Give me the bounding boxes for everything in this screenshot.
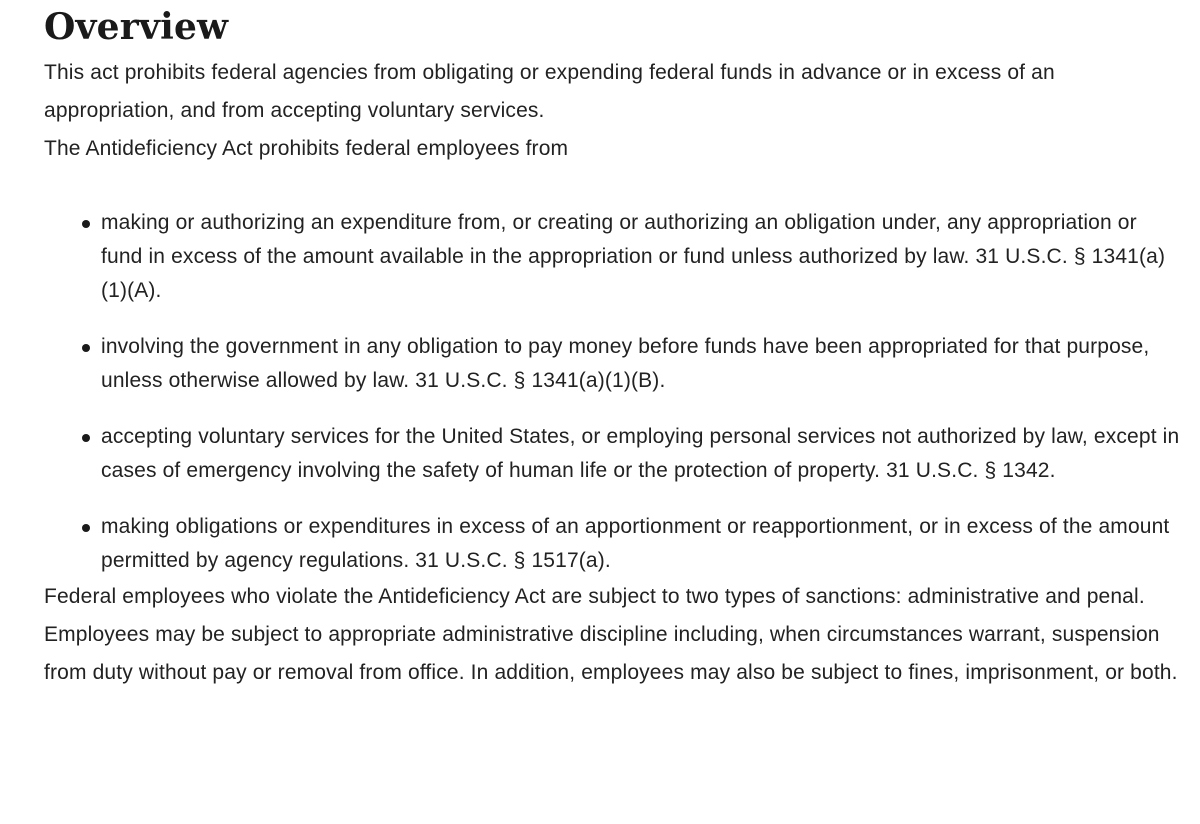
- bullet-icon: [82, 344, 90, 352]
- list-item: [44, 510, 1184, 578]
- list-item-text: accepting voluntary services for the United States, or employing personal services not authorized by law, except in cases of emergency involving the safety of human life or the protection of property. 31 U.S.C. § 1342.: [101, 425, 1180, 482]
- list-item: [44, 206, 1184, 308]
- bullet-icon: [82, 220, 90, 228]
- list-item-text: making obligations or expenditures in excess of an apportionment or reapportionment, or in excess of the amount permitted by agency regulations. 31 U.S.C. § 1517(a).: [101, 515, 1170, 572]
- list-item: [44, 420, 1184, 488]
- closing-paragraph: Federal employees who violate the Antideficiency Act are subject to two types of sanctions: administrative and penal. Employees may be subject to appropriate administrative discipline including, when circumstances warrant, suspension from duty without pay or removal from office. In addition, employees may also be subject to fines, imprisonment, or both.: [44, 585, 1178, 684]
- bullet-icon: [82, 434, 90, 442]
- article-content: [44, 0, 1184, 692]
- intro-paragraph: This act prohibits federal agencies from obligating or expending federal funds in advance or in excess of an appropriation, and from accepting voluntary services.: [44, 61, 1055, 122]
- page-title: Overview: [44, 6, 229, 48]
- list-item-text: involving the government in any obligation to pay money before funds have been appropriated for that purpose, unless otherwise allowed by law. 31 U.S.C. § 1341(a)(1)(B).: [101, 335, 1150, 392]
- lead-paragraph: The Antideficiency Act prohibits federal employees from: [44, 137, 569, 160]
- list-item: [44, 330, 1184, 398]
- bullet-icon: [82, 524, 90, 532]
- prohibitions-list: [44, 206, 1184, 578]
- list-item-text: making or authorizing an expenditure from, or creating or authorizing an obligation under, any appropriation or fund in excess of the amount available in the appropriation or fund unless authorized by law. 31 U.S.C. § 1341(a)(1)(A).: [101, 211, 1166, 302]
